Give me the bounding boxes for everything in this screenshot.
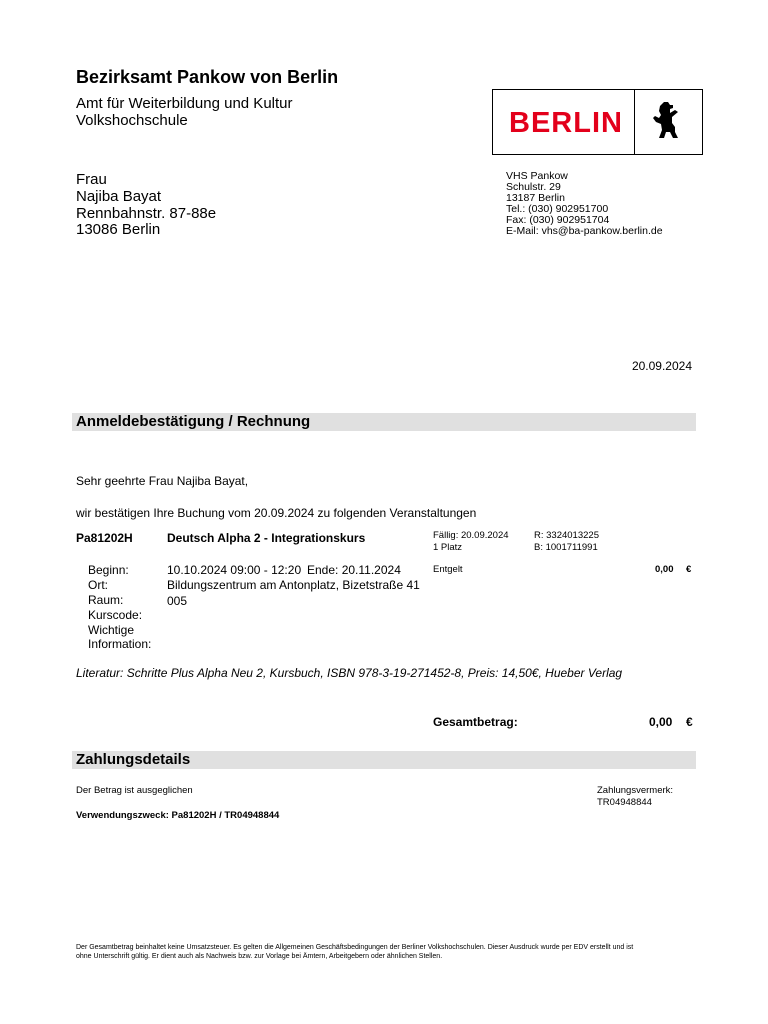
section-header-payment <box>72 751 696 769</box>
payment-purpose: Verwendungszweck: Pa81202H / TR04948844 <box>76 810 280 821</box>
sender-email: E-Mail: vhs@ba-pankow.berlin.de <box>506 225 663 237</box>
document-date: 20.09.2024 <box>631 359 692 373</box>
label-kurscode: Kurscode: <box>88 608 143 622</box>
sender-city: 13187 Berlin <box>506 192 565 204</box>
greeting: Sehr geehrte Frau Najiba Bayat, <box>76 474 249 488</box>
course-begin-value: 10.10.2024 09:00 - 12:20 <box>167 563 302 577</box>
total-value: 0,00 <box>649 715 673 729</box>
berlin-bear-icon <box>650 100 682 144</box>
recipient-city: 13086 Berlin <box>76 221 161 238</box>
total-currency: € <box>686 715 693 729</box>
sender-name: VHS Pankow <box>506 170 568 182</box>
course-location-value: Bildungszentrum am Antonplatz, Bizetstraße 41 <box>167 578 420 592</box>
section-title: Zahlungsdetails <box>76 751 191 768</box>
logo-text: BERLIN <box>509 107 623 139</box>
label-ort: Ort: <box>88 578 108 592</box>
page-title: Bezirksamt Pankow von Berlin <box>76 67 339 87</box>
berlin-logo <box>492 89 703 155</box>
department-name: Amt für Weiterbildung und Kultur <box>76 95 293 112</box>
total-label: Gesamtbetrag: <box>433 715 518 729</box>
fee-label: Entgelt <box>433 564 463 575</box>
institution-name: Volkshochschule <box>76 112 188 129</box>
fee-value: 0,00 <box>655 564 674 575</box>
label-raum: Raum: <box>88 593 124 607</box>
label-begin: Beginn: <box>88 563 129 577</box>
course-r-number: R: 3324013225 <box>534 530 599 541</box>
label-important-2: Information: <box>88 637 152 651</box>
sender-fax: Fax: (030) 902951704 <box>506 214 610 226</box>
course-code: Pa81202H <box>76 531 133 545</box>
course-room-value: 005 <box>167 594 188 608</box>
payment-status: Der Betrag ist ausgeglichen <box>76 785 193 796</box>
section-title: Anmeldebestätigung / Rechnung <box>76 413 311 430</box>
sender-street: Schulstr. 29 <box>506 181 561 193</box>
course-b-number: B: 1001711991 <box>534 542 598 553</box>
payment-note-label: Zahlungsvermerk: <box>597 785 674 796</box>
label-important-1: Wichtige <box>88 623 135 637</box>
sender-tel: Tel.: (030) 902951700 <box>506 203 609 215</box>
footer-line-2: ohne Unterschrift gültig. Er dient auch als Nachweis bzw. zur Vorlage bei Ämtern, Arbeitgebern oder ähnlichen Stellen. <box>76 953 443 960</box>
recipient-salutation: Frau <box>76 171 107 188</box>
recipient-street: Rennbahnstr. 87-88e <box>76 205 217 222</box>
recipient-name: Najiba Bayat <box>76 188 162 205</box>
fee-currency: € <box>686 564 692 575</box>
intro-text: wir bestätigen Ihre Buchung vom 20.09.2024 zu folgenden Veranstaltungen <box>76 506 477 520</box>
footer-line-1: Der Gesamtbetrag beinhaltet keine Umsatzsteuer. Es gelten die Allgemeinen Geschäftsbedingungen der Berliner Volkshochschulen. Dieser Ausdruck wurde per EDV erstellt und ist <box>76 944 634 951</box>
literature-note: Literatur: Schritte Plus Alpha Neu 2, Kursbuch, ISBN 978-3-19-271452-8, Preis: 14,50€, Hueber Verlag <box>76 666 623 680</box>
logo-divider <box>634 90 635 154</box>
payment-note-value: TR04948844 <box>597 797 652 808</box>
course-end-value: Ende: 20.11.2024 <box>307 563 401 577</box>
course-due-date: Fällig: 20.09.2024 <box>433 530 509 541</box>
course-name: Deutsch Alpha 2 - Integrationskurs <box>167 531 366 545</box>
course-places: 1 Platz <box>433 542 463 553</box>
section-header-confirmation <box>72 413 696 431</box>
